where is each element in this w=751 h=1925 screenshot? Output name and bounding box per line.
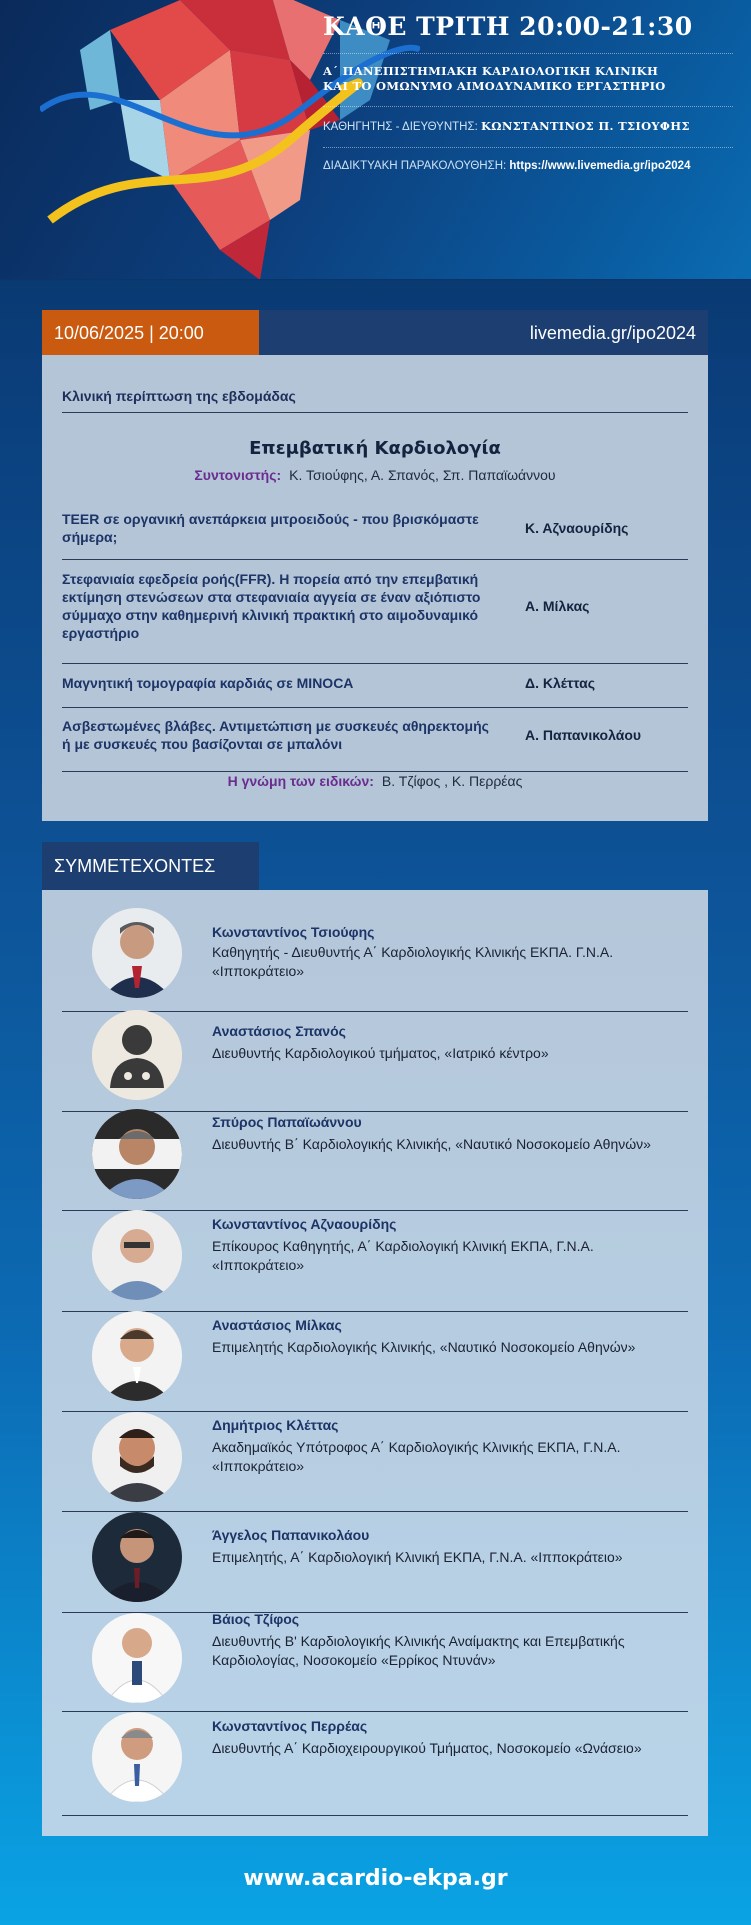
case-of-week-label: Κλινική περίπτωση της εβδομάδας xyxy=(62,388,296,404)
event-site-link[interactable]: livemedia.gr/ipo2024 xyxy=(529,322,696,343)
avatar xyxy=(92,1613,182,1703)
avatar xyxy=(92,1412,182,1502)
participant-row: Βάιος Τζίφος Διευθυντής Β' Καρδιολογικής Κλινικής Αναίμακτης και Επεμβατικής Καρδιολογίας, Νοσοκομείο «Ερρίκος Ντυνάν» xyxy=(42,1601,708,1701)
avatar xyxy=(92,1109,182,1199)
event-date: 10/06/2025 | 20:00 xyxy=(42,310,259,356)
section-title: Επεμβατική Καρδιολογία xyxy=(249,438,501,459)
participant-row: Κωνσταντίνος Περρέας Διευθυντής Α΄ Καρδιοχειρουργικού Τμήματος, Νοσοκομείο «Ωνάσειο» xyxy=(42,1700,708,1800)
doctor-placeholder-icon xyxy=(92,1010,182,1100)
avatar xyxy=(92,1311,182,1401)
stream-link[interactable]: https://www.livemedia.gr/ipo2024 xyxy=(509,160,691,172)
stream-line: ΔΙΑΔΙΚΤΥΑΚΗ ΠΑΡΑΚΟΛΟΥΘΗΣΗ: https://www.livemedia.gr/ipo2024 xyxy=(323,160,691,172)
director-line: ΚΑΘΗΓΗΤΗΣ - ΔΙΕΥΘΥΝΤΗΣ: ΚΩΝΣΤΑΝΤΙΝΟΣ Π. ΤΣΙΟΥΦΗΣ xyxy=(323,119,690,133)
avatar xyxy=(92,1712,182,1802)
participant-row: Αναστάσιος Μίλκας Επιμελητής Καρδιολογικής Κλινικής, «Ναυτικό Νοσοκομείο Αθηνών» xyxy=(42,1299,708,1399)
participant-row: Κωνσταντίνος Αζναουρίδης Επίκουρος Καθηγητής, Α΄ Καρδιολογική Κλινική ΕΚΠΑ, Γ.Ν.Α. «Ιπποκράτειο» xyxy=(42,1198,708,1298)
coordinators-line: Συντονιστής: Κ. Τσιούφης, Α. Σπανός, Σπ. Παπαϊωάννου xyxy=(194,467,556,483)
participant-row: Σπύρος Παπαϊωάννου Διευθυντής Β΄ Καρδιολογικής Κλινικής, «Ναυτικό Νοσοκομείο Αθηνών» xyxy=(42,1097,708,1197)
participant-row: Άγγελος Παπανικολάου Επιμελητής, Α΄ Καρδιολογική Κλινική ΕΚΠΑ, Γ.Ν.Α. «Ιπποκράτειο» xyxy=(42,1500,708,1600)
participants-title: ΣΥΜΜΕΤΕΧΟΝΤΕΣ xyxy=(42,842,259,890)
program-panel xyxy=(42,355,708,821)
clinic-name: Α΄ ΠΑΝΕΠΙΣΤΗΜΙΑΚΗ ΚΑΡΔΙΟΛΟΓΙΚΗ ΚΛΙΝΙΚΗ ΚΑΙ ΤΟ ΟΜΩΝΥΜΟ ΑΙΜΟΔΥΝΑΜΙΚΟ ΕΡΓΑΣΤΗΡΙΟ xyxy=(323,64,666,93)
talk-item: Στεφανιαία εφεδρεία ροής(FFR). Η πορεία από την επεμβατική εκτίμηση στενώσεων στα στεφανιαία αγγεία σε έναν αξιόπιστο σύμμαχο στην καθημερινή κλινική πρακτική στο αιμοδυναμικό εργαστήριο Α. Μίλκας xyxy=(62,571,590,641)
footer-site-link[interactable]: www.acardio-ekpa.gr xyxy=(243,1866,508,1891)
participants-panel xyxy=(42,890,708,1836)
header-banner xyxy=(0,0,751,280)
participant-row: Κωνσταντίνος Τσιούφης Καθηγητής - Διευθυντής Α΄ Καρδιολογικής Κλινικής ΕΚΠΑ. Γ.Ν.Α. «Ιπποκράτειο» xyxy=(42,896,708,996)
program-bar xyxy=(42,310,708,356)
participant-row: Αναστάσιος Σπανός Διευθυντής Καρδιολογικού τμήματος, «Ιατρικό κέντρο» xyxy=(42,998,708,1098)
schedule-title: ΚΑΘΕ ΤΡΙΤΗ 20:00-21:30 xyxy=(323,12,693,41)
participant-row: Δημήτριος Κλέττας Ακαδημαϊκός Υπότροφος Α΄ Καρδιολογικής Κλινικής ΕΚΠΑ, Γ.Ν.Α. «Ιπποκράτειο» xyxy=(42,1400,708,1500)
talk-item: Μαγνητική τομογραφία καρδιάς σε MINOCA Δ. Κλέττας xyxy=(62,675,596,691)
header-text-block xyxy=(323,8,733,186)
avatar xyxy=(92,1210,182,1300)
avatar xyxy=(92,1512,182,1602)
experts-line: Η γνώμη των ειδικών: Β. Τζίφος , Κ. Περρέας xyxy=(227,773,523,789)
avatar xyxy=(92,908,182,998)
talk-item: Ασβεστωμένες βλάβες. Αντιμετώπιση με συσκευές αθηρεκτομής ή με συσκευές που βασίζονται σε μπαλόνι Α. Παπανικολάου xyxy=(62,718,642,752)
talk-item: TEER σε οργανική ανεπάρκεια μιτροειδούς - που βρισκόμαστε σήμερα; Κ. Αζναουρίδης xyxy=(62,510,629,545)
